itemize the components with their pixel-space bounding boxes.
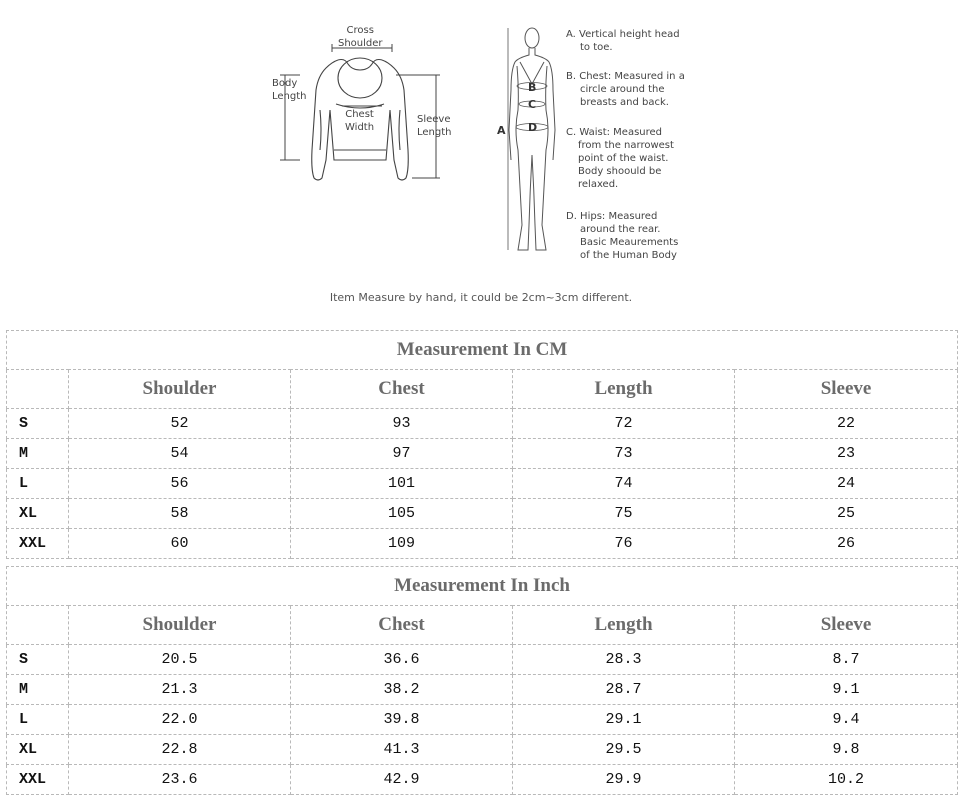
- table-row: [7, 645, 958, 675]
- value-cell: 76: [513, 529, 735, 559]
- value-cell: 97: [291, 439, 513, 469]
- measure-note: Item Measure by hand, it could be 2cm~3cm different.: [329, 291, 633, 304]
- value-cell: 39.8: [291, 705, 513, 735]
- value-cell: 38.2: [291, 675, 513, 705]
- value-cell: 22: [735, 409, 958, 439]
- table-row: [7, 765, 958, 795]
- value-cell: 101: [291, 469, 513, 499]
- size-cell: XL: [7, 735, 69, 765]
- header-length: Length: [513, 606, 735, 645]
- value-cell: 24: [735, 469, 958, 499]
- header-row: [7, 370, 958, 409]
- value-cell: 93: [291, 409, 513, 439]
- header-shoulder: Shoulder: [69, 606, 291, 645]
- table-row: [7, 705, 958, 735]
- table-row: [7, 675, 958, 705]
- value-cell: 58: [69, 499, 291, 529]
- header-chest: Chest: [291, 606, 513, 645]
- table-row: [7, 439, 958, 469]
- size-cell: M: [7, 439, 69, 469]
- legend-a: A. Vertical height head to toe.: [566, 29, 680, 53]
- table-row: [7, 529, 958, 559]
- value-cell: 23.6: [69, 765, 291, 795]
- value-cell: 25: [735, 499, 958, 529]
- table-row: [7, 499, 958, 529]
- value-cell: 9.1: [735, 675, 958, 705]
- table-title: Measurement In Inch: [7, 567, 958, 606]
- value-cell: 29.5: [513, 735, 735, 765]
- value-cell: 60: [69, 529, 291, 559]
- value-cell: 54: [69, 439, 291, 469]
- size-cell: S: [7, 409, 69, 439]
- size-table-cm: [6, 330, 958, 559]
- value-cell: 28.7: [513, 675, 735, 705]
- size-cell: L: [7, 705, 69, 735]
- value-cell: 29.1: [513, 705, 735, 735]
- value-cell: 10.2: [735, 765, 958, 795]
- table-row: [7, 469, 958, 499]
- value-cell: 20.5: [69, 645, 291, 675]
- size-cell: XXL: [7, 765, 69, 795]
- header-row: [7, 606, 958, 645]
- body-figure-diagram: [500, 20, 560, 260]
- measurement-guide: [0, 0, 962, 320]
- value-cell: 56: [69, 469, 291, 499]
- table-row: [7, 409, 958, 439]
- size-cell: XXL: [7, 529, 69, 559]
- size-cell: L: [7, 469, 69, 499]
- value-cell: 52: [69, 409, 291, 439]
- letter-d: D: [528, 121, 538, 134]
- header-length: Length: [513, 370, 735, 409]
- header-chest: Chest: [291, 370, 513, 409]
- value-cell: 42.9: [291, 765, 513, 795]
- size-cell: XL: [7, 499, 69, 529]
- letter-c: C: [528, 98, 537, 111]
- value-cell: 21.3: [69, 675, 291, 705]
- letter-a: A: [497, 124, 506, 137]
- value-cell: 22.8: [69, 735, 291, 765]
- value-cell: 75: [513, 499, 735, 529]
- table-row: [7, 735, 958, 765]
- legend-b: B. Chest: Measured in a circle around the breasts and back.: [566, 71, 685, 108]
- header-cell: [7, 370, 69, 409]
- value-cell: 9.4: [735, 705, 958, 735]
- value-cell: 28.3: [513, 645, 735, 675]
- header-sleeve: Sleeve: [735, 606, 958, 645]
- header-shoulder: Shoulder: [69, 370, 291, 409]
- cross-shoulder-label: Cross Shoulder: [338, 25, 383, 49]
- legend-d: D. Hips: Measured around the rear. Basic Meaurements of the Human Body: [566, 211, 679, 261]
- letter-b: B: [528, 81, 537, 94]
- value-cell: 36.6: [291, 645, 513, 675]
- value-cell: 74: [513, 469, 735, 499]
- value-cell: 22.0: [69, 705, 291, 735]
- value-cell: 9.8: [735, 735, 958, 765]
- size-table-inch: [6, 566, 958, 795]
- value-cell: 105: [291, 499, 513, 529]
- value-cell: 29.9: [513, 765, 735, 795]
- table-title: Measurement In CM: [7, 331, 958, 370]
- value-cell: 26: [735, 529, 958, 559]
- legend-c: C. Waist: Measured from the narrowest point of the waist. Body shoould be relaxed.: [566, 127, 674, 190]
- sleeve-length-label: Sleeve Length: [417, 114, 452, 138]
- size-cell: S: [7, 645, 69, 675]
- chest-width-label: Chest Width: [345, 109, 375, 133]
- header-sleeve: Sleeve: [735, 370, 958, 409]
- header-cell: [7, 606, 69, 645]
- value-cell: 73: [513, 439, 735, 469]
- value-cell: 72: [513, 409, 735, 439]
- value-cell: 23: [735, 439, 958, 469]
- body-length-label: Body Length: [272, 78, 307, 102]
- value-cell: 8.7: [735, 645, 958, 675]
- size-cell: M: [7, 675, 69, 705]
- value-cell: 41.3: [291, 735, 513, 765]
- value-cell: 109: [291, 529, 513, 559]
